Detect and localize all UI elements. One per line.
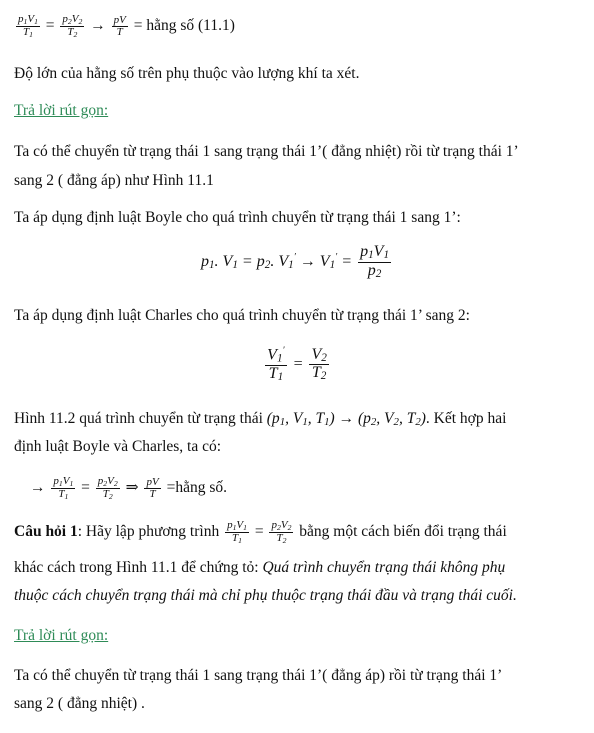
answer-heading: Trả lời rút gọn: [14,102,109,119]
paragraph-line: Ta có thể chuyển từ trạng thái 1 sang trạng thái 1’( đẳng áp) rồi từ trạng thái 1’ [14,667,503,684]
answer-heading: Trả lời rút gọn: [14,627,109,644]
charles-equation: $\frac{V_1'}{T_1}$ = $\frac{V_2}{T_2}$ [267,345,327,384]
paragraph-line: sang 2 ( đẳng áp) như Hình 11.1 [14,172,214,189]
equation-rhs: = hằng số (11.1) [133,17,235,35]
question-line: Câu hỏi 1: Hãy lập phương trình $\frac{p_1V_1}{T_1}$ = $\frac{p_2V_2}{T_2}$ bằng một cách biến đổi trạng thái [14,519,507,546]
fraction: $\frac{pV}{T}$ [113,13,126,39]
fraction: $\frac{pV}{T}$ [146,475,159,501]
paragraph-line: định luật Boyle và Charles, ta có: [14,438,222,455]
fraction: $\frac{p_2V_2}{T_2}$ [271,519,292,546]
fraction: $\frac{p_1V_1}{p_2}$ [360,243,390,280]
question-label: Câu hỏi 1 [14,523,78,541]
paragraph: Ta áp dụng định luật Boyle cho quá trình chuyển từ trạng thái 1 sang 1’: [14,209,461,226]
question-line: thuộc cách chuyển trạng thái mà chỉ phụ thuộc trạng thái đầu và trạng thái cuối. [14,587,517,604]
boyle-equation: $p_1$. $V_1 = p_2$. $V_1' \to V_1'$ = $\frac{p_1V_1}{p_2}$ [200,243,390,280]
paragraph: Ta áp dụng định luật Charles cho quá trình chuyển từ trạng thái 1’ sang 2: [14,307,470,324]
question-line: khác cách trong Hình 11.1 để chứng tỏ: Quá trình chuyển trạng thái không phụ [14,559,506,576]
fraction: $\frac{p_2V_2}{T_2}$ [97,475,118,502]
fraction: $\frac{V_2}{T_2}$ [311,345,327,383]
fraction: $\frac{p_2V_2}{T_2}$ [62,13,83,40]
paragraph-line: Ta có thể chuyển từ trạng thái 1 sang trạng thái 1’( đẳng nhiệt) rồi từ trạng thái 1’ [14,143,519,160]
paragraph: Độ lớn của hằng số trên phụ thuộc vào lượng khí ta xét. [14,65,360,82]
paragraph-line: Hình 11.2 quá trình chuyển từ trạng thái ($p_1$, $V_1$, $T_1) \to (p_2$, $V_2$, $T_2$). Kết hợp hai [14,410,507,428]
state-transition: ($p_1$, $V_1$, $T_1) \to (p_2$, $V_2$, $T_2$) [266,410,426,428]
fraction: $\frac{p_1V_1}{T_1}$ [53,475,74,502]
paragraph-line: sang 2 ( đẳng nhiệt) . [14,695,145,712]
fraction: $\frac{V_1'}{T_1}$ [267,345,285,384]
fraction: $\frac{p_1V_1}{T_1}$ [18,13,38,40]
fraction: $\frac{p_1V_1}{T_1}$ [227,519,247,546]
equation-11-1: $\frac{p_1V_1}{T_1}$ = $\frac{p_2V_2}{T_2}$ → $\frac{pV}{T}$ = hằng số (11.1) [18,13,235,40]
combined-equation: → $\frac{p_1V_1}{T_1}$ = $\frac{p_2V_2}{T_2}$ ⇒ $\frac{pV}{T}$ =hằng số. [30,475,227,502]
